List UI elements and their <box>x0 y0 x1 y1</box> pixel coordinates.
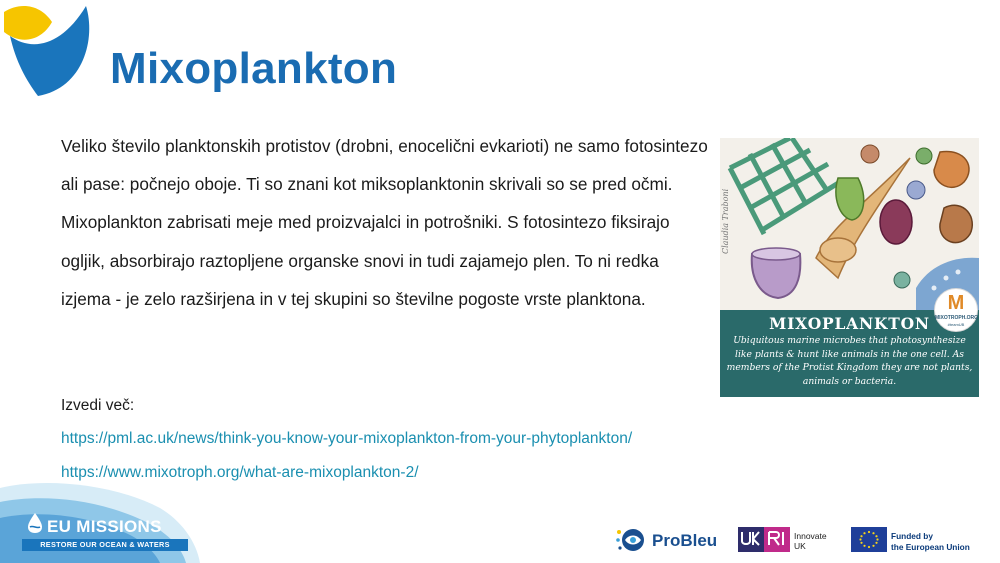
innovate-line-2: UK <box>794 541 806 551</box>
mixotroph-link[interactable]: https://www.mixotroph.org/what-are-mixoplankton-2/ <box>61 464 419 481</box>
ocean-mission-logo <box>0 0 100 100</box>
mixotroph-badge <box>934 288 978 332</box>
body-paragraph: Veliko število planktonskih protistov (drobni, enocelični evkarioti) ne samo fotosintezo ali pase: počnejo oboje. Ti so znani kot miksoplanktonin skrivali so se pred očmi. Mixoplankton zabrisati meje med proizvajalci in potrošniki. S fotosintezo fiksirajo ogljik, absorbirajo raztopljene organske snovi in tudi zajamejo plen. To ni redka izjema - je zelo razširjena in v tej skupini so številne pogoste vrste planktona. <box>61 136 708 309</box>
innovate-line-1: Innovate <box>794 531 827 541</box>
artist-signature: Claudia Traboni <box>721 188 730 254</box>
learn-more-label: Izvedi več: <box>61 397 135 414</box>
water-drop-icon <box>26 512 44 534</box>
funded-line-2: the European Union <box>891 542 970 552</box>
eu-missions-subtitle: RESTORE OUR OCEAN & WATERS <box>22 539 188 551</box>
plankton-illustration <box>720 138 979 310</box>
page-title: Mixoplankton <box>110 44 398 93</box>
card-title: MIXOPLANKTON <box>769 314 930 333</box>
eu-missions-title: EU MISSIONS <box>47 517 162 536</box>
innovate-uk-text <box>794 531 827 551</box>
probleu-logo-text: ProBleu <box>652 531 718 550</box>
badge-site: MIXOTROPH.ORG <box>935 315 979 321</box>
badge-tag: #teamUB <box>947 322 965 327</box>
probleu-icon <box>615 526 649 554</box>
eu-funded-text <box>891 531 970 553</box>
pml-link[interactable]: https://pml.ac.uk/news/think-you-know-your-mixoplankton-from-your-phytoplankton/ <box>61 430 633 447</box>
mixoplankton-card <box>720 138 979 397</box>
card-description: Ubiquitous marine microbes that photosynthesize like plants & hunt like animals in the one cell. As members of the Protist Kingdom they are not plants, animals or bacteria. <box>726 335 973 387</box>
eu-flag-icon <box>851 527 887 552</box>
ukri-logo <box>738 527 790 552</box>
badge-letter: M <box>947 292 965 314</box>
funded-line-1: Funded by <box>891 531 933 541</box>
